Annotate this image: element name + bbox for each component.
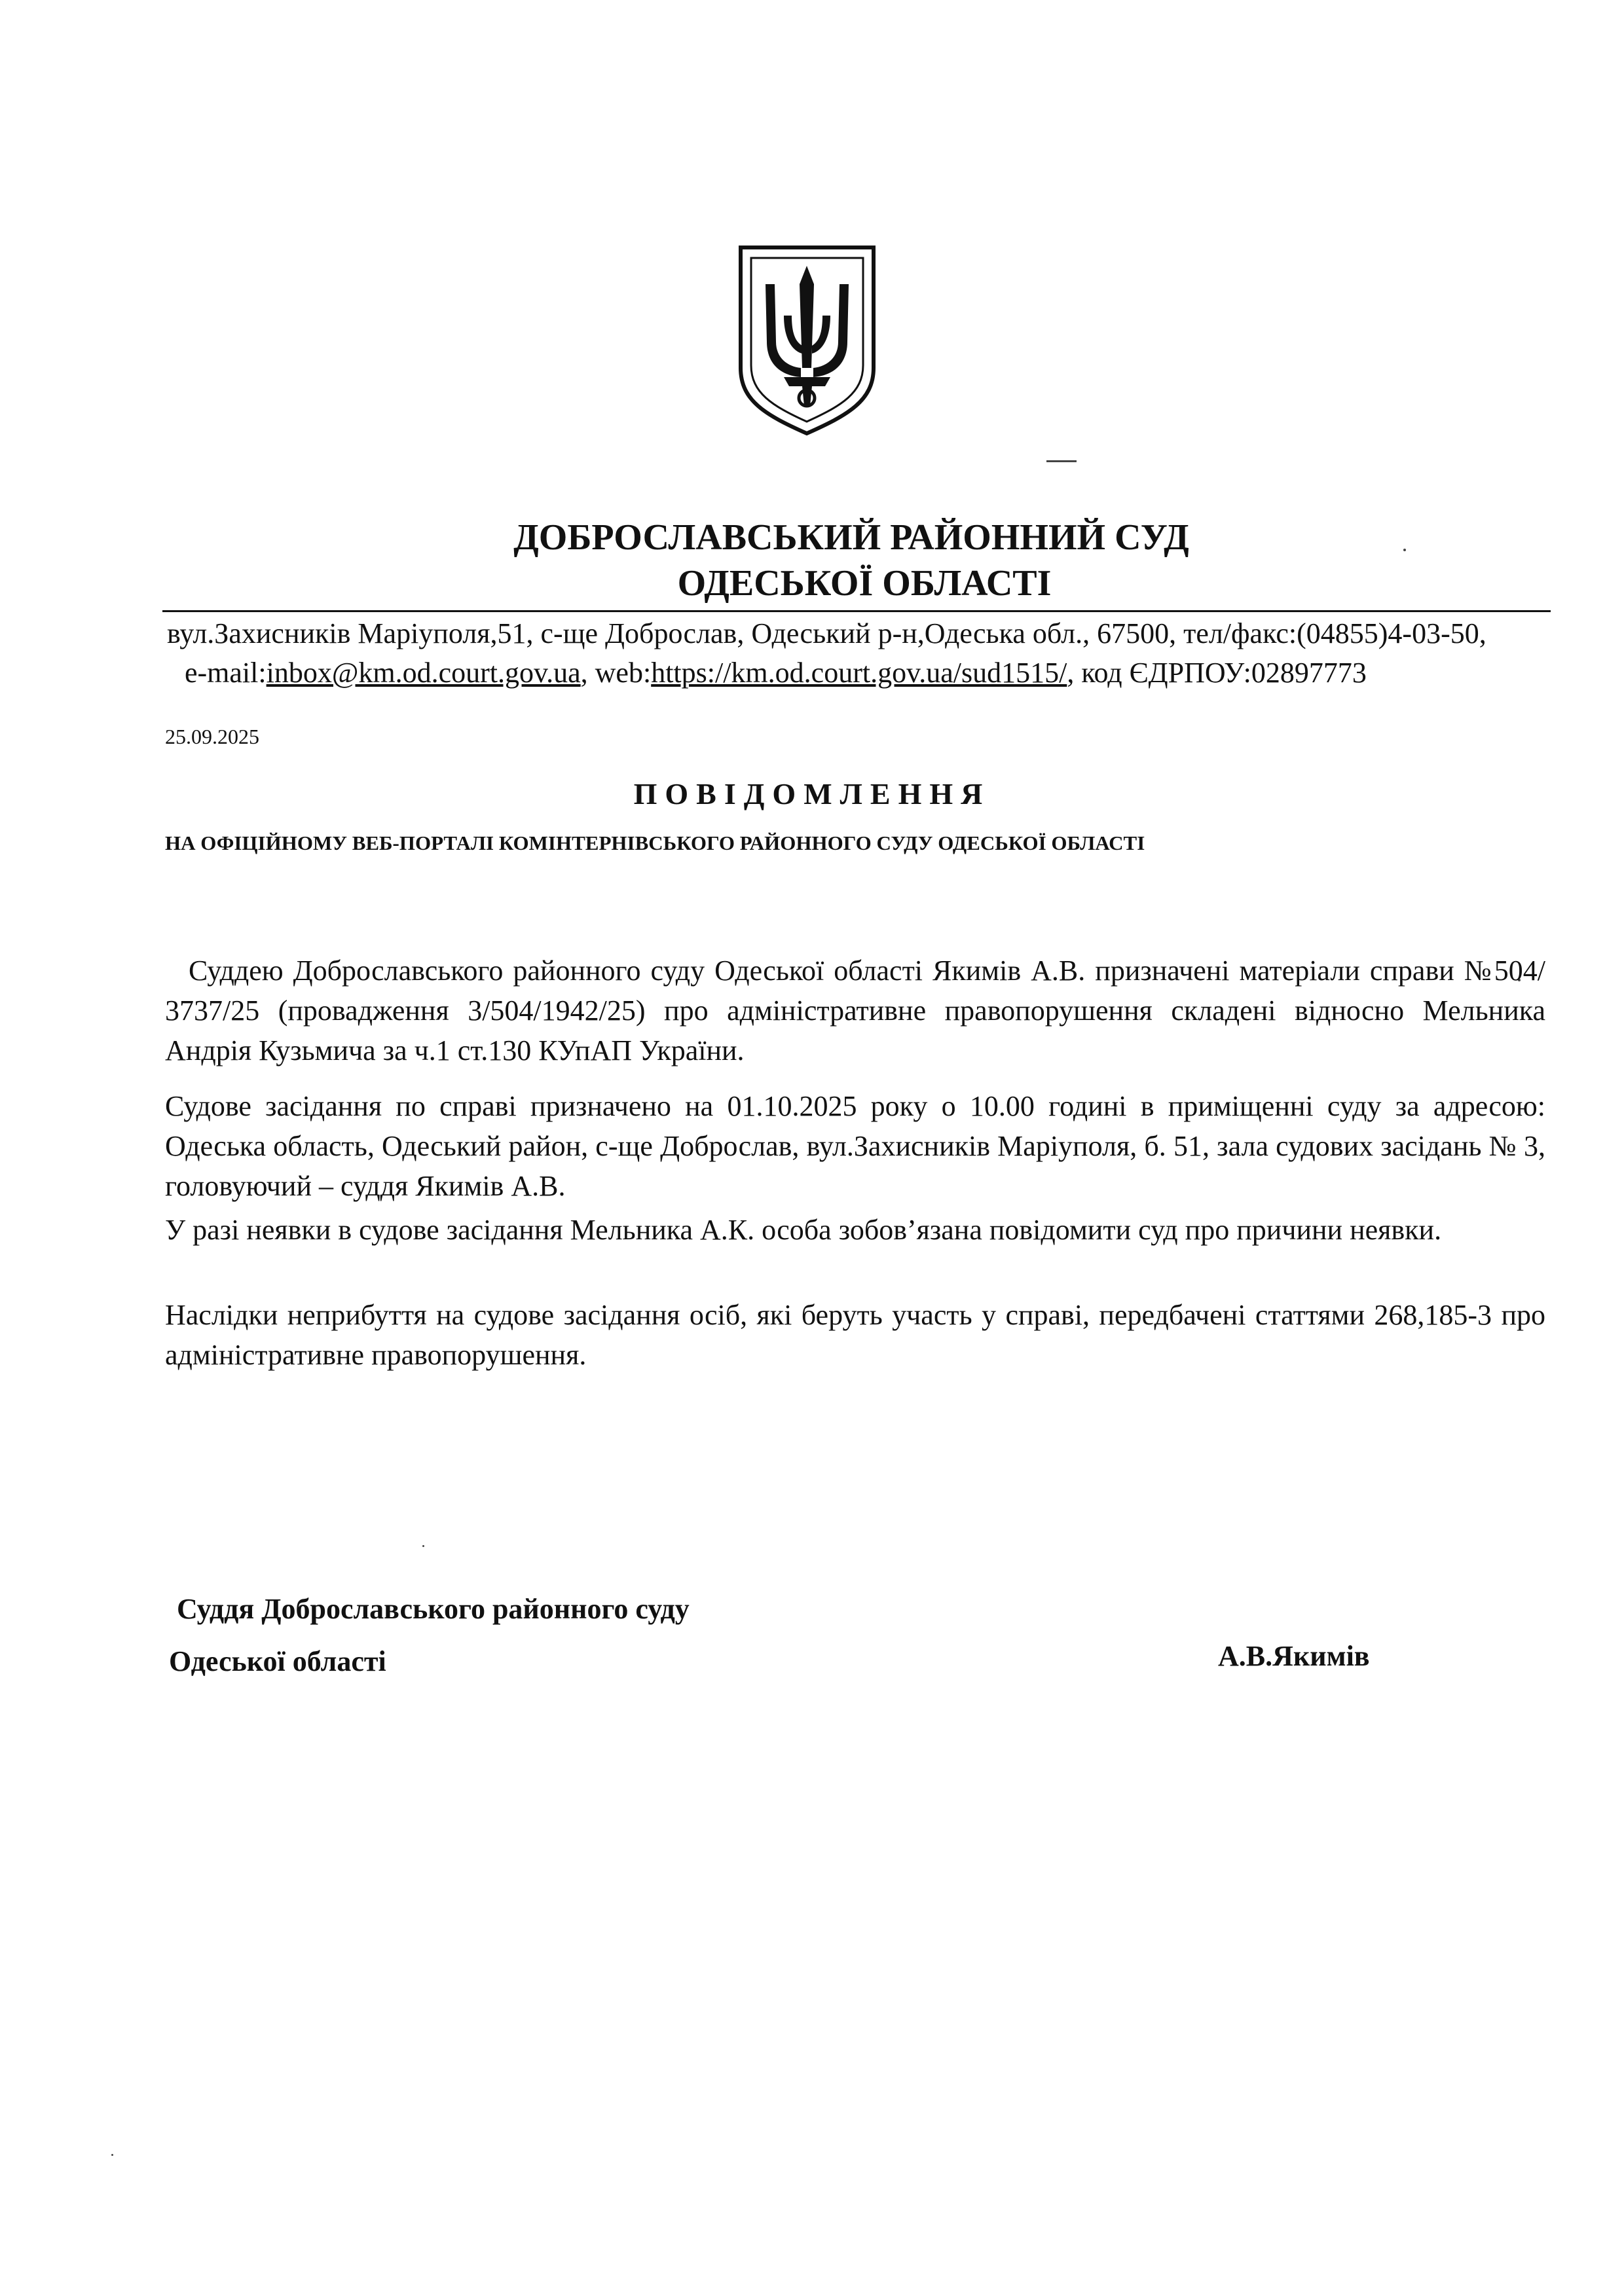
court-name-line-1: ДОБРОСЛАВСЬКИЙ РАЙОННИЙ СУД [513, 517, 1189, 558]
scan-speck [111, 2154, 113, 2156]
website-link[interactable]: https://km.od.court.gov.ua/sud1515/ [651, 657, 1067, 689]
signature-title-line-1: Суддя Доброславського районного суду [177, 1593, 690, 1625]
judge-name: А.В.Якимів [1218, 1640, 1370, 1672]
body-paragraph-consequences: Наслідки неприбуття на судове засідання осіб, які беруть участь у справі, передбачені статтями 268,185-3 про адміністративне правопорушення. [165, 1299, 1545, 1371]
contact-email-web-line [185, 655, 1367, 691]
scan-mark [1046, 460, 1077, 462]
web-prefix: , web: [580, 657, 652, 689]
notice-subtitle: НА ОФІЦІЙНОМУ ВЕБ-ПОРТАЛІ КОМІНТЕРНІВСЬКОГО РАЙОННОГО СУДУ ОДЕСЬКОЇ ОБЛАСТІ [165, 831, 1145, 854]
header-divider [162, 610, 1551, 612]
scan-speck [422, 1545, 424, 1547]
body-paragraph-case-assignment: Суддею Доброславського районного суду Одеської області Якимів А.В. призначені матеріали справи №504/ 3737/25 (провадження 3/504/1942/25) про адміністративне правопорушення складені відносно Мельника Андрія Кузьмича за ч.1 ст.130 КУпАП України. [165, 955, 1545, 1066]
email-prefix: e-mail: [185, 657, 267, 689]
tryzub-coat-of-arms-icon [737, 244, 877, 437]
email-link[interactable]: inbox@km.od.court.gov.ua [266, 657, 581, 689]
document-date: 25.09.2025 [165, 725, 259, 748]
signature-title-line-2: Одеської області [169, 1645, 386, 1677]
contact-address-line: вул.Захисників Маріуполя,51, с-ще Доброслав, Одеський р-н,Одеська обл., 67500, тел/факс:(04855)4-03-50, [167, 617, 1486, 649]
body-paragraph-absence-notice: У разі неявки в судове засідання Мельника А.К. особа зобов’язана повідомити суд про причини неявки. [165, 1214, 1442, 1246]
body-paragraph-hearing-schedule: Судове засідання по справі призначено на 01.10.2025 року о 10.00 годині в приміщенні суду за адресою: Одеська область, Одеський район, с-ще Доброслав, вул.Захисників Маріуполя, б. 51, зала судових засідань № 3, головуючий – суддя Якимів А.В. [165, 1090, 1545, 1202]
notice-title: ПОВІДОМЛЕННЯ [633, 777, 991, 811]
edrpou-code: , код ЄДРПОУ:02897773 [1067, 657, 1367, 689]
court-name-line-2: ОДЕСЬКОЇ ОБЛАСТІ [677, 563, 1052, 604]
